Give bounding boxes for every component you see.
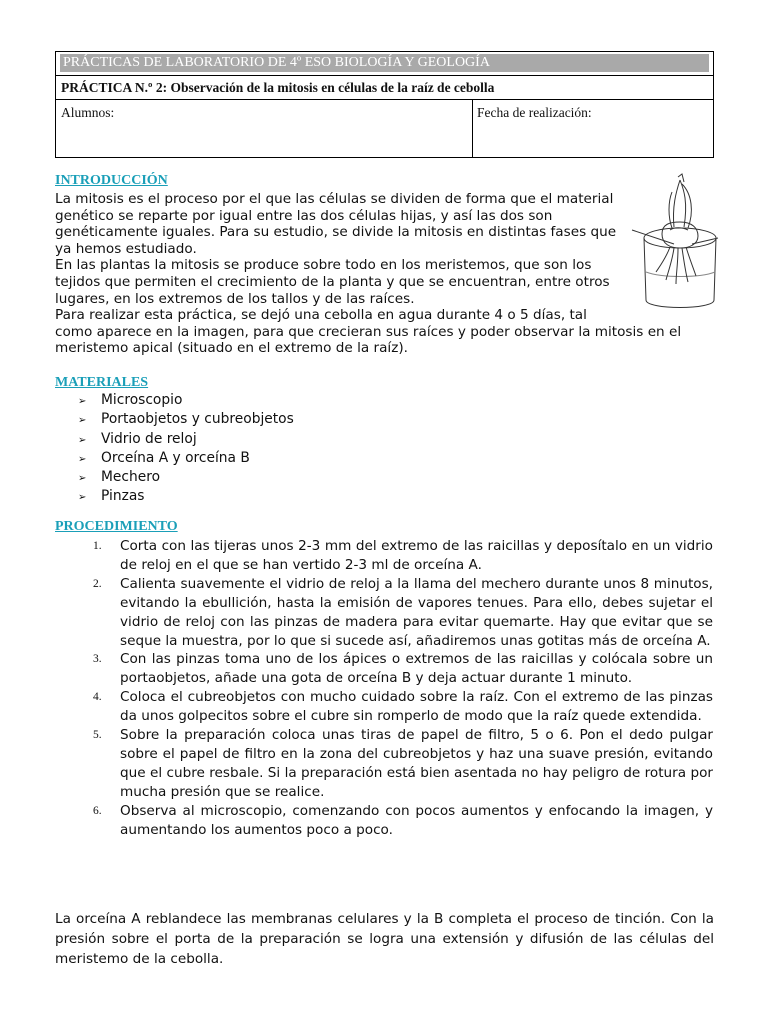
- intro-line: genéticamente iguales. Para su estudio, se divide la mitosis en distintas fases que: [55, 224, 617, 241]
- header-fields-row: [56, 100, 713, 157]
- procedure-step-number: 2.: [93, 577, 102, 590]
- intro-heading: INTRODUCCIÓN: [55, 173, 168, 188]
- intro-line: ya hemos estudiado.: [55, 240, 197, 257]
- intro-line: Para realizar esta práctica, se dejó una cebolla en agua durante 4 o 5 días, tal: [55, 307, 587, 324]
- closing-paragraph: La orceína A reblandece las membranas celulares y la B completa el proceso de tinción. Con la presión sobre el porta de la preparación se logra una extensión y difusión de las células del meristemo de la cebolla.: [55, 911, 714, 967]
- students-label: Alumnos:: [61, 105, 115, 120]
- header-banner: PRÁCTICAS DE LABORATORIO DE 4º ESO BIOLOGÍA Y GEOLOGÍA: [60, 54, 709, 72]
- materials-item: [78, 391, 294, 410]
- intro-line: meristemo apical (situado en el extremo de la raíz).: [55, 340, 408, 357]
- procedure-step-number: 1.: [93, 540, 102, 552]
- procedure-step: [93, 688, 713, 726]
- procedure-step: [93, 726, 713, 802]
- procedure-step-number: 6.: [93, 804, 102, 817]
- intro-line: lugares, en los extremos de los tallos y de las raíces.: [55, 290, 415, 307]
- intro-line: La mitosis es el proceso por el que las células se dividen de forma que el material: [55, 191, 614, 207]
- procedure-step-text: Calienta suavemente el vidrio de reloj a la llama del mechero durante unos 8 minutos, evitando la ebullición, hasta la emisión de vapores tenues. Para ello, debes sujetar el vidrio de reloj con las pinzas de madera para evitar quemarte. Hay que evitar que se seque la muestra, por lo que si sucede así, añadiremos unas gotitas más de orceína A.: [120, 575, 713, 649]
- materials-heading: MATERIALES: [55, 375, 149, 390]
- materials-item-label: Microscopio: [101, 392, 183, 408]
- bullet-arrow-icon: ➢: [78, 492, 87, 504]
- procedure-step-text: Coloca el cubreobjetos con mucho cuidado sobre la raíz. Con el extremo de las pinzas da unos golpecitos sobre el cubre sin romperlo de modo que la raíz quede extendida.: [120, 689, 713, 725]
- procedure-step: [93, 575, 713, 651]
- intro-line: genético se reparte por igual entre las dos células hijas, y así las dos son: [55, 207, 553, 224]
- procedure-step-text: Con las pinzas toma uno de los ápices o extremos de las raicillas y colócala sobre un portaobjetos, añade una gota de orceína B y deja actuar durante 1 minuto.: [120, 651, 713, 687]
- procedure-list: [93, 537, 713, 840]
- bullet-arrow-icon: ➢: [78, 396, 87, 407]
- materials-item: [78, 468, 294, 487]
- materials-item-label: Portaobjetos y cubreobjetos: [101, 411, 294, 428]
- procedure-step: [93, 650, 713, 688]
- practice-title: PRÁCTICA N.º 2: Observación de la mitosis en células de la raíz de cebolla: [56, 76, 713, 100]
- materials-item: [78, 410, 294, 429]
- materials-item-label: Vidrio de reloj: [101, 430, 197, 447]
- intro-line: como aparece en la imagen, para que crecieran sus raíces y poder observar la mitosis en el: [55, 323, 682, 340]
- procedure-step-number: 3.: [93, 653, 102, 666]
- onion-in-beaker-illustration: [622, 172, 722, 322]
- materials-item: [78, 449, 294, 468]
- materials-item-label: Mechero: [101, 469, 161, 486]
- intro-line: tejidos que permiten el crecimiento de la planta y que se encuentran, entre otros: [55, 274, 610, 290]
- procedure-step-text: Observa al microscopio, comenzando con pocos aumentos y enfocando la imagen, y aumentando los aumentos poco a poco.: [120, 802, 713, 838]
- bullet-arrow-icon: ➢: [78, 453, 87, 465]
- procedure-step-number: 5.: [93, 729, 102, 742]
- procedure-heading: PROCEDIMIENTO: [55, 519, 178, 534]
- procedure-step-number: 4.: [93, 691, 102, 704]
- bullet-arrow-icon: ➢: [78, 415, 87, 427]
- materials-item-label: Pinzas: [101, 488, 145, 505]
- intro-line: En las plantas la mitosis se produce sobre todo en los meristemos, que son los: [55, 257, 592, 274]
- date-field: [473, 100, 713, 157]
- students-field: [56, 100, 473, 157]
- materials-list: [78, 391, 294, 507]
- header-banner-row: [56, 52, 713, 76]
- bullet-arrow-icon: ➢: [78, 473, 87, 485]
- bullet-arrow-icon: ➢: [78, 434, 87, 446]
- procedure-step-text: Corta con las tijeras unos 2-3 mm del extremo de las raicillas y deposítalo en un vidrio de reloj en el que se han vertido 2-3 ml de orceína A.: [120, 538, 713, 573]
- procedure-step: [93, 537, 713, 575]
- materials-item: [78, 430, 294, 449]
- materials-item: [78, 487, 294, 506]
- procedure-step: [93, 802, 713, 840]
- header-table: [55, 51, 714, 158]
- procedure-step-text: Sobre la preparación coloca unas tiras de papel de filtro, 5 o 6. Pon el dedo pulgar sobre el papel de filtro en la zona del cubreobjetos y haz una suave presión, evitando que el cubre resbale. Si la preparación está bien asentada no hay peligro de rotura por mucha presión que se realice.: [120, 727, 713, 800]
- date-label: Fecha de realización:: [477, 105, 592, 120]
- materials-item-label: Orceína A y orceína B: [101, 449, 250, 466]
